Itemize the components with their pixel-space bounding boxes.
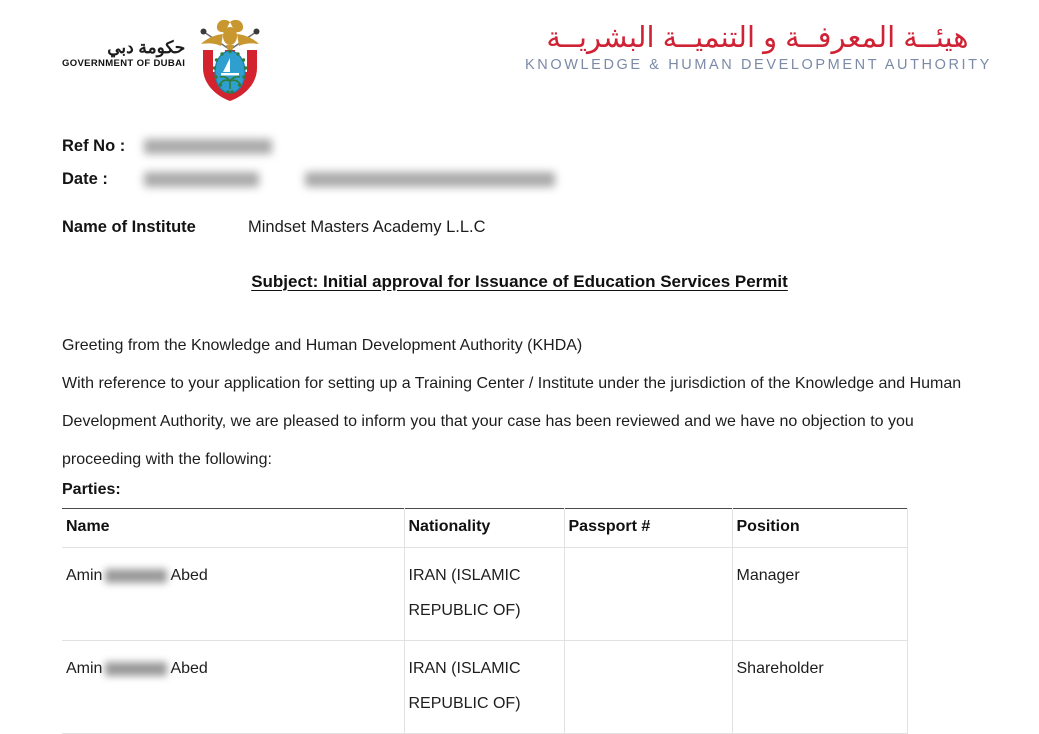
date-label: Date : <box>62 170 108 188</box>
column-header-nationality: Nationality <box>404 509 564 548</box>
ref-no-redacted-value <box>144 139 272 154</box>
subject-heading <box>0 272 1039 292</box>
cell-position: Manager <box>732 548 907 641</box>
date-redacted-value <box>144 172 259 187</box>
cell-passport <box>564 641 732 734</box>
parties-label: Parties: <box>62 481 121 498</box>
uae-emblem-icon <box>191 10 269 102</box>
cell-name <box>62 548 404 641</box>
date-redacted-note <box>305 172 555 187</box>
ref-no-label: Ref No : <box>62 137 126 155</box>
letterhead <box>0 0 1039 112</box>
government-of-dubai-logo <box>62 10 269 102</box>
name-last: Abed <box>170 567 208 584</box>
table-header-row <box>62 509 907 548</box>
institute-value: Mindset Masters Academy L.L.C <box>248 218 486 236</box>
date-row <box>62 163 555 196</box>
name-middle-redacted <box>105 662 167 676</box>
greeting-paragraph: Greeting from the Knowledge and Human Development Authority (KHDA) <box>62 337 583 354</box>
cell-nationality: IRAN (ISLAMIC REPUBLIC OF) <box>404 641 564 734</box>
cell-passport <box>564 548 732 641</box>
cell-nationality: IRAN (ISLAMIC REPUBLIC OF) <box>404 548 564 641</box>
table-row <box>62 641 907 734</box>
name-first: Amin <box>66 567 103 584</box>
letter-body <box>62 327 987 479</box>
khda-english-text: KNOWLEDGE & HUMAN DEVELOPMENT AUTHORITY <box>525 57 992 74</box>
cell-name <box>62 641 404 734</box>
name-first: Amin <box>66 660 103 677</box>
column-header-name: Name <box>62 509 404 548</box>
name-middle-redacted <box>105 569 167 583</box>
column-header-passport: Passport # <box>564 509 732 548</box>
reference-paragraph: With reference to your application for setting up a Training Center / Institute under the jurisdiction of the Knowledge and Human Development Authority, we are pleased to inform you that your case has been reviewed and we have no objection to you proceeding with the following: <box>62 375 962 468</box>
parties-table <box>62 508 908 734</box>
dubai-wordmark <box>62 39 185 73</box>
document-meta <box>62 130 555 196</box>
cell-position: Shareholder <box>732 641 907 734</box>
table-row <box>62 548 907 641</box>
ref-no-row <box>62 130 555 163</box>
subject-text: Subject: Initial approval for Issuance of Education Services Permit <box>251 272 788 291</box>
dubai-arabic-text: حكومة دبي <box>107 38 186 58</box>
name-last: Abed <box>170 660 208 677</box>
khda-logo <box>525 22 990 73</box>
khda-arabic-text: هيئــة المعرفــة و التنميــة البشريــة <box>546 22 969 54</box>
institute-row <box>62 218 486 237</box>
column-header-position: Position <box>732 509 907 548</box>
dubai-english-text: GOVERNMENT OF DUBAI <box>62 57 186 69</box>
institute-label: Name of Institute <box>62 218 196 236</box>
